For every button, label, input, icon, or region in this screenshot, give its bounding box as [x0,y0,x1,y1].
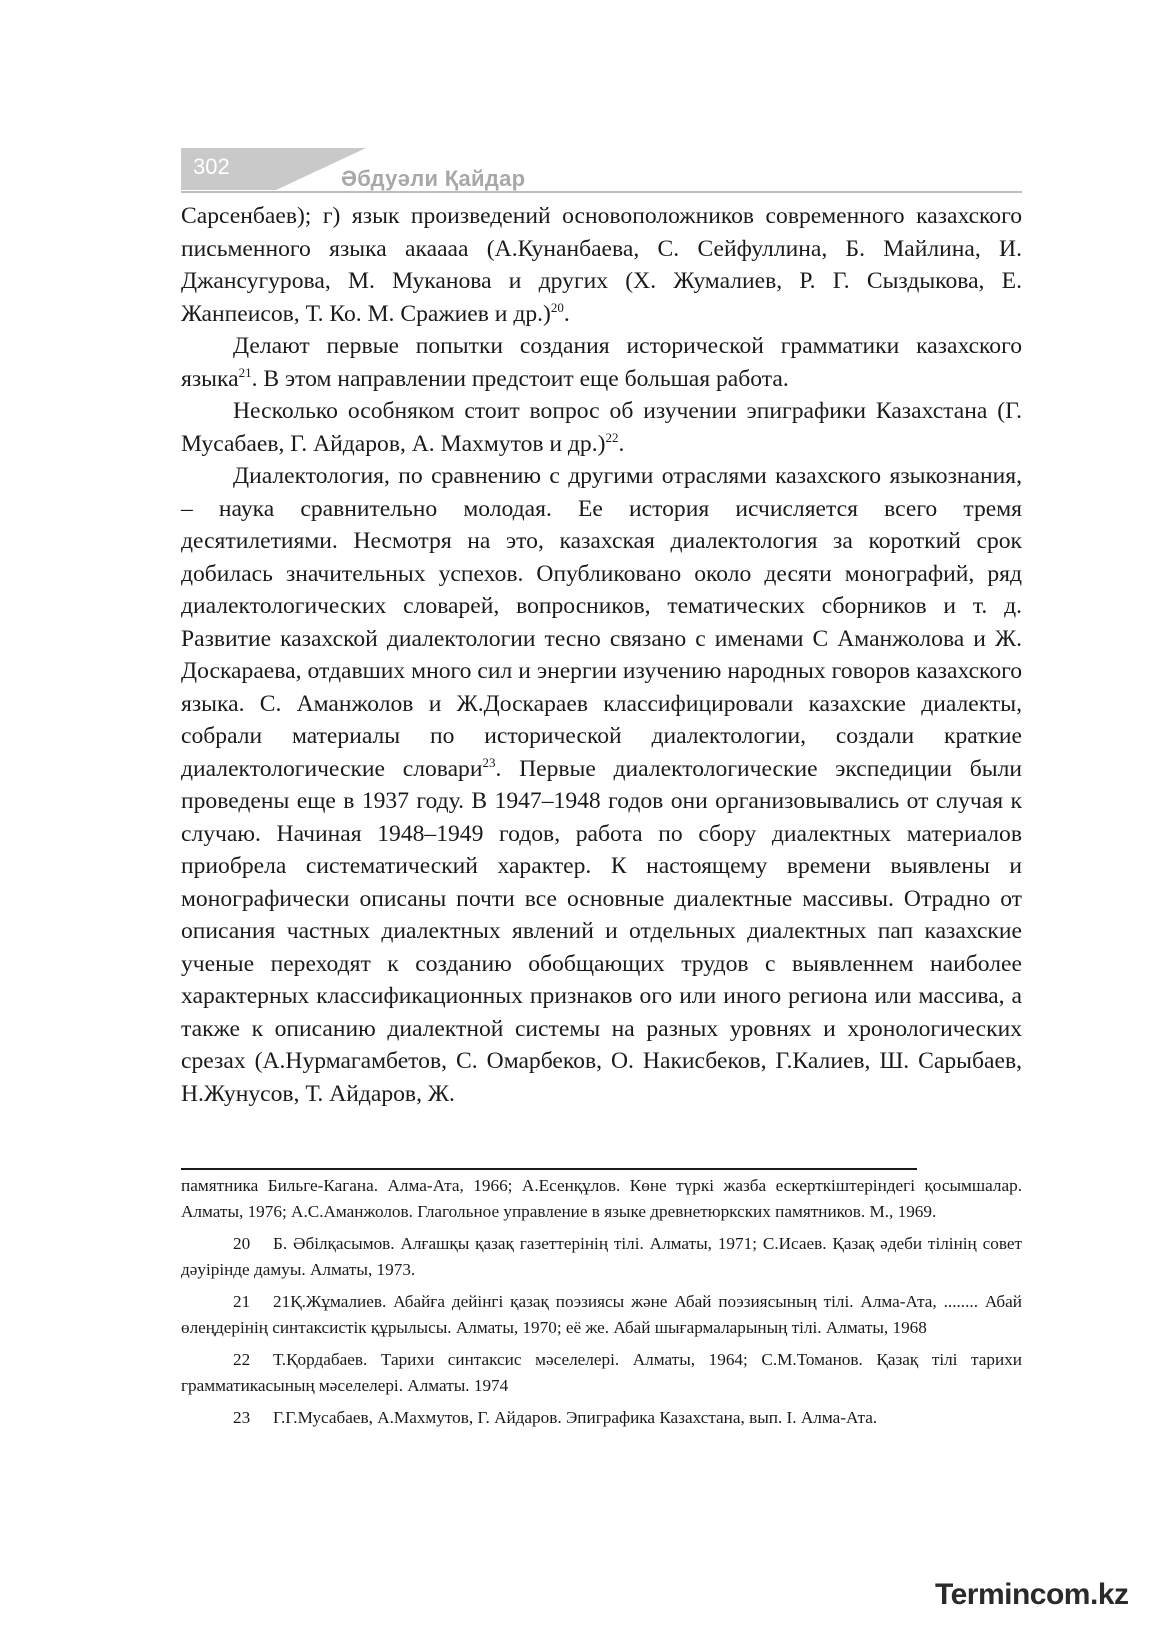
paragraph-1: Сарсенбаев); г) язык произведений основоположников современного казахского письменного языка акаааа (А.Кунанбаева, С. Сейфуллина, Б. Майлина, И. Джансугурова, М. Муканова и других (Х. Жумалиев, Р. Г. Сыздыкова, Е. Жанпеисов, Т. Ко. М. Сражиев и др.)$^{20}$. [181,203,1022,327]
footnote-21 [181,1289,1022,1341]
running-header-author: Әбдуәли Қайдар [341,166,526,191]
paragraph-3: Несколько особняком стоит вопрос об изучении эпиграфики Казахстана (Г. Мусабаев, Г. Айдаров, А. Махмутов и др.)$^{22}$. [181,398,1022,457]
header-rule [181,191,1022,193]
footnote-20 [181,1231,1022,1283]
watermark-logo: Terminсоm.kz [935,1578,1129,1611]
footnote-number: 23 [233,1408,251,1427]
footnote-ref-22[interactable]: 22 [605,429,619,445]
page-number-box [181,148,276,190]
footnote-ref-23[interactable]: 23 [482,754,496,770]
footnote-text: Т.Қордабаев. Тарихи синтаксис мәселелері. Алматы, 1964; С.М.Томанов. Қазақ тілі тарихи грамматикасының мәселелері. Алматы. 1974 [181,1350,1022,1395]
main-text [181,200,1022,1110]
paragraph-4: Диалектология, по сравнению с другими отраслями казахского языкознания, – наука сравнительно молодая. Ее история исчисляется всего тремя десятилетиями. Несмотря на это, казахская диалектология за короткий срок добилась значительных успехов. Опубликовано около десяти монографий, ряд диалектологических словарей, вопросников, тематических сборников и т. д. Развитие казахской диалектологии тесно связано с именами С Аманжолова и Ж. Доскараева, отдавших много сил и энергии изучению народных говоров казахского языка. С. Аманжолов и Ж.Доскараев классифицировали казахские диалекты, собрали материалы по исторической диалектологии, создали краткие диалектологические словари$^{23}$. Первые диалектологические экспедиции были проведены еще в 1937 году. В 1947–1948 годов они организовывались от случая к случаю. Начиная 1948–1949 годов, работа по сбору диалектных материалов приобрела систематический характер. К настоящему времени выявлены и монографически описаны почти все основные диалектные массивы. Отрадно от описания частных диалектных явлений и отдельных диалектных пап казахские ученые переходят к созданию обобщающих трудов с выявленнем наиболее характерных классификационных признаков ого или иного региона или массива, а также к описанию диалектной системы на разных уровнях и хронологических срезах (А.Нурмагамбетов, С. Омарбеков, О. Накисбеков, Г.Калиев, Ш. Сарыбаев, Н.Жунусов, Т. Айдаров, Ж. [181,463,1022,1107]
footnote-text: Б. Әбілқасымов. Алғашқы қазақ газеттерінің тілі. Алматы, 1971; С.Исаев. Қазақ әдеби тілінің совет дәуірінде дамуы. Алматы, 1973. [181,1234,1022,1279]
footnote-number: 20 [233,1234,251,1253]
footnote-text: Г.Г.Мусабаев, А.Махмутов, Г. Айдаров. Эпиграфика Казахстана, вып. I. Алма-Ата. [273,1408,878,1427]
page-number: 302 [193,154,230,179]
footnote-continuation: памятника Бильге-Кагана. Алма-Ата, 1966; А.Есенқұлов. Көне түркі жазба ескерткіштеріндегі қосымшалар. Алматы, 1976; А.С.Аманжолов. Глагольное управление в языке древнетюркских памятников. М., 1969. [181,1176,1022,1221]
footnote-number: 22 [233,1350,251,1369]
paragraph-2: Делают первые попытки создания исторической грамматики казахского языка$^{21}$. В этом направлении предстоит еще большая работа. [181,333,1022,392]
footnote-ref-20[interactable]: 20 [550,299,564,315]
footnote-ref-21[interactable]: 21 [238,364,252,380]
footnote-separator [181,1168,917,1170]
footnote-23 [181,1405,1022,1431]
footnote-22 [181,1347,1022,1399]
footnote-number: 21 [233,1292,251,1311]
running-header [181,148,1022,194]
footnotes [181,1173,1022,1437]
footnote-text: 21Қ.Жұмалиев. Абайға дейінгі қазақ поэзиясы және Абай поэзиясының тілі. Алма-Ата, ........ Абай өлеңдерінің синтаксистік құрылысы. Алматы, 1970; её же. Абай шығармаларының тілі. Алматы, 1968 [181,1292,1022,1337]
